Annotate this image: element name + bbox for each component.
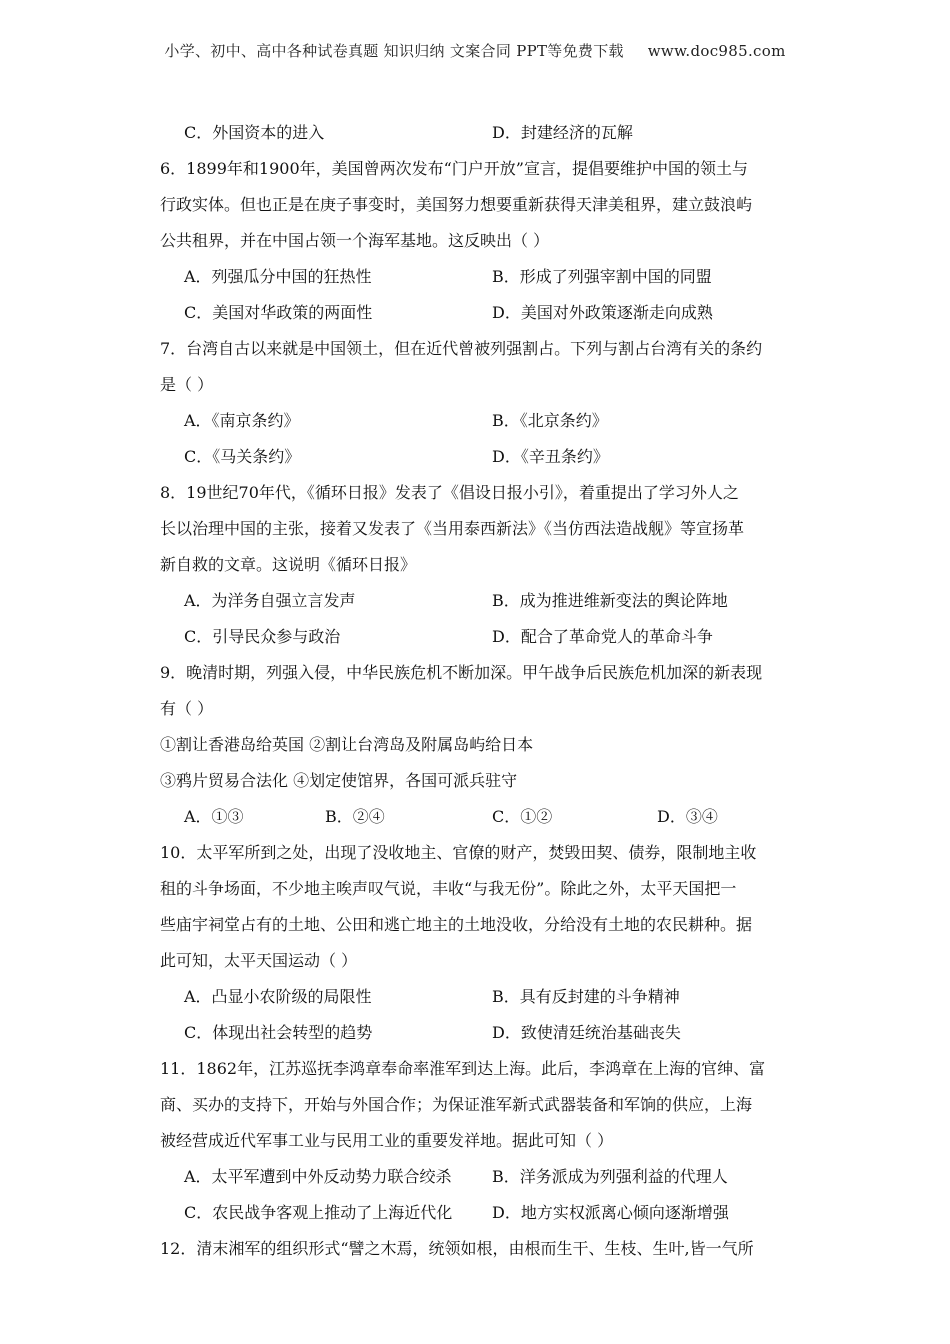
q8-option-c: C．引导民众参与政治 [184,627,341,646]
q7-option-a: A．《南京条约》 [184,411,300,430]
question-7-line-2: 是（ ） [160,375,214,394]
question-11-line-2: 商、买办的支持下，开始与外国合作；为保证淮军新式武器装备和军饷的供应，上海 [160,1095,753,1114]
q8-option-b: B．成为推进维新变法的舆论阵地 [492,591,728,610]
question-8-options-row-1 [160,583,800,619]
prev-option-d: D．封建经济的瓦解 [492,123,633,142]
question-12-line-1: 12．清末湘军的组织形式“譬之木焉，统领如根，由根而生干、生枝、生叶,皆一气所 [160,1239,754,1258]
question-9-statement-2: ③鸦片贸易合法化 ④划定使馆界，各国可派兵驻守 [160,771,518,790]
question-6-options-row-2 [160,295,800,331]
prev-options-row [160,115,800,151]
q11-option-b: B．洋务派成为列强利益的代理人 [492,1167,728,1186]
question-7 [160,331,800,475]
question-9-line-1: 9．晚清时期，列强入侵，中华民族危机不断加深。甲午战争后民族危机加深的新表现 [160,663,763,682]
question-8-line-1: 8．19世纪70年代，《循环日报》发表了《倡设日报小引》，着重提出了学习外人之 [160,483,739,502]
q9-option-c: C．①② [492,807,553,826]
question-6-options-row-1 [160,259,800,295]
question-6-line-1: 6．1899年和1900年，美国曾两次发布“门户开放”宣言，提倡要维护中国的领土与 [160,159,748,178]
q10-option-b: B．具有反封建的斗争精神 [492,987,680,1006]
q11-option-a: A．太平军遭到中外反动势力联合绞杀 [184,1167,452,1186]
question-11 [160,1051,800,1231]
exam-content [160,115,800,1267]
question-6-line-3: 公共租界，并在中国占领一个海军基地。这反映出（ ） [160,231,550,250]
question-10-options-row-2 [160,1015,800,1051]
q6-option-a: A．列强瓜分中国的狂热性 [184,267,372,286]
question-9-statement-1: ①割让香港岛给英国 ②割让台湾岛及附属岛屿给日本 [160,735,534,754]
question-8 [160,475,800,655]
question-12 [160,1231,800,1267]
question-9-line-2: 有（ ） [160,699,214,718]
header-site: www.doc985.com [647,42,786,60]
question-8-line-2: 长以治理中国的主张，接着又发表了《当用泰西新法》《当仿西法造战舰》等宣扬革 [160,519,745,538]
question-11-line-1: 11．1862年，江苏巡抚李鸿章奉命率淮军到达上海。此后，李鸿章在上海的官绅、富 [160,1059,766,1078]
q8-option-d: D．配合了革命党人的革命斗争 [492,627,713,646]
question-8-line-3: 新自救的文章。这说明《循环日报》 [160,555,417,574]
question-11-options-row-2 [160,1195,800,1231]
page-header [0,40,950,61]
q7-option-d: D．《辛丑条约》 [492,447,609,466]
q8-option-a: A．为洋务自强立言发声 [184,591,356,610]
q10-option-c: C．体现出社会转型的趋势 [184,1023,373,1042]
question-9-options-row [160,799,800,835]
question-7-line-1: 7．台湾自古以来就是中国领土，但在近代曾被列强割占。下列与割占台湾有关的条约 [160,339,763,358]
question-11-options-row-1 [160,1159,800,1195]
question-10-line-3: 些庙宇祠堂占有的土地、公田和逃亡地主的土地没收，分给没有土地的农民耕种。据 [160,915,753,934]
q7-option-c: C．《马关条约》 [184,447,301,466]
question-11-line-3: 被经营成近代军事工业与民用工业的重要发祥地。据此可知（ ） [160,1131,614,1150]
q11-option-d: D．地方实权派离心倾向逐渐增强 [492,1203,729,1222]
header-text: 小学、初中、高中各种试卷真题 知识归纳 文案合同 PPT等免费下载 [164,42,624,60]
prev-option-c: C．外国资本的进入 [184,123,325,142]
q9-option-d: D．③④ [657,807,718,826]
question-10-line-2: 租的斗争场面，不少地主唉声叹气说，丰收“与我无份”。除此之外，太平天国把一 [160,879,737,898]
q7-option-b: B．《北京条约》 [492,411,608,430]
question-10-line-1: 10．太平军所到之处，出现了没收地主、官僚的财产，焚毁田契、债券，限制地主收 [160,843,757,862]
question-7-options-row-2 [160,439,800,475]
question-6 [160,151,800,331]
question-10-line-4: 此可知，太平天国运动（ ） [160,951,358,970]
q10-option-d: D．致使清廷统治基础丧失 [492,1023,681,1042]
q11-option-c: C．农民战争客观上推动了上海近代化 [184,1203,453,1222]
q6-option-c: C．美国对华政策的两面性 [184,303,373,322]
question-10-options-row-1 [160,979,800,1015]
q9-option-b: B．②④ [325,807,385,826]
question-6-line-2: 行政实体。但也正是在庚子事变时，美国努力想要重新获得天津美租界，建立鼓浪屿 [160,195,753,214]
q6-option-d: D．美国对外政策逐渐走向成熟 [492,303,713,322]
q9-option-a: A．①③ [184,807,244,826]
question-10 [160,835,800,1051]
q10-option-a: A．凸显小农阶级的局限性 [184,987,372,1006]
question-9 [160,655,800,835]
question-7-options-row-1 [160,403,800,439]
question-8-options-row-2 [160,619,800,655]
q6-option-b: B．形成了列强宰割中国的同盟 [492,267,712,286]
